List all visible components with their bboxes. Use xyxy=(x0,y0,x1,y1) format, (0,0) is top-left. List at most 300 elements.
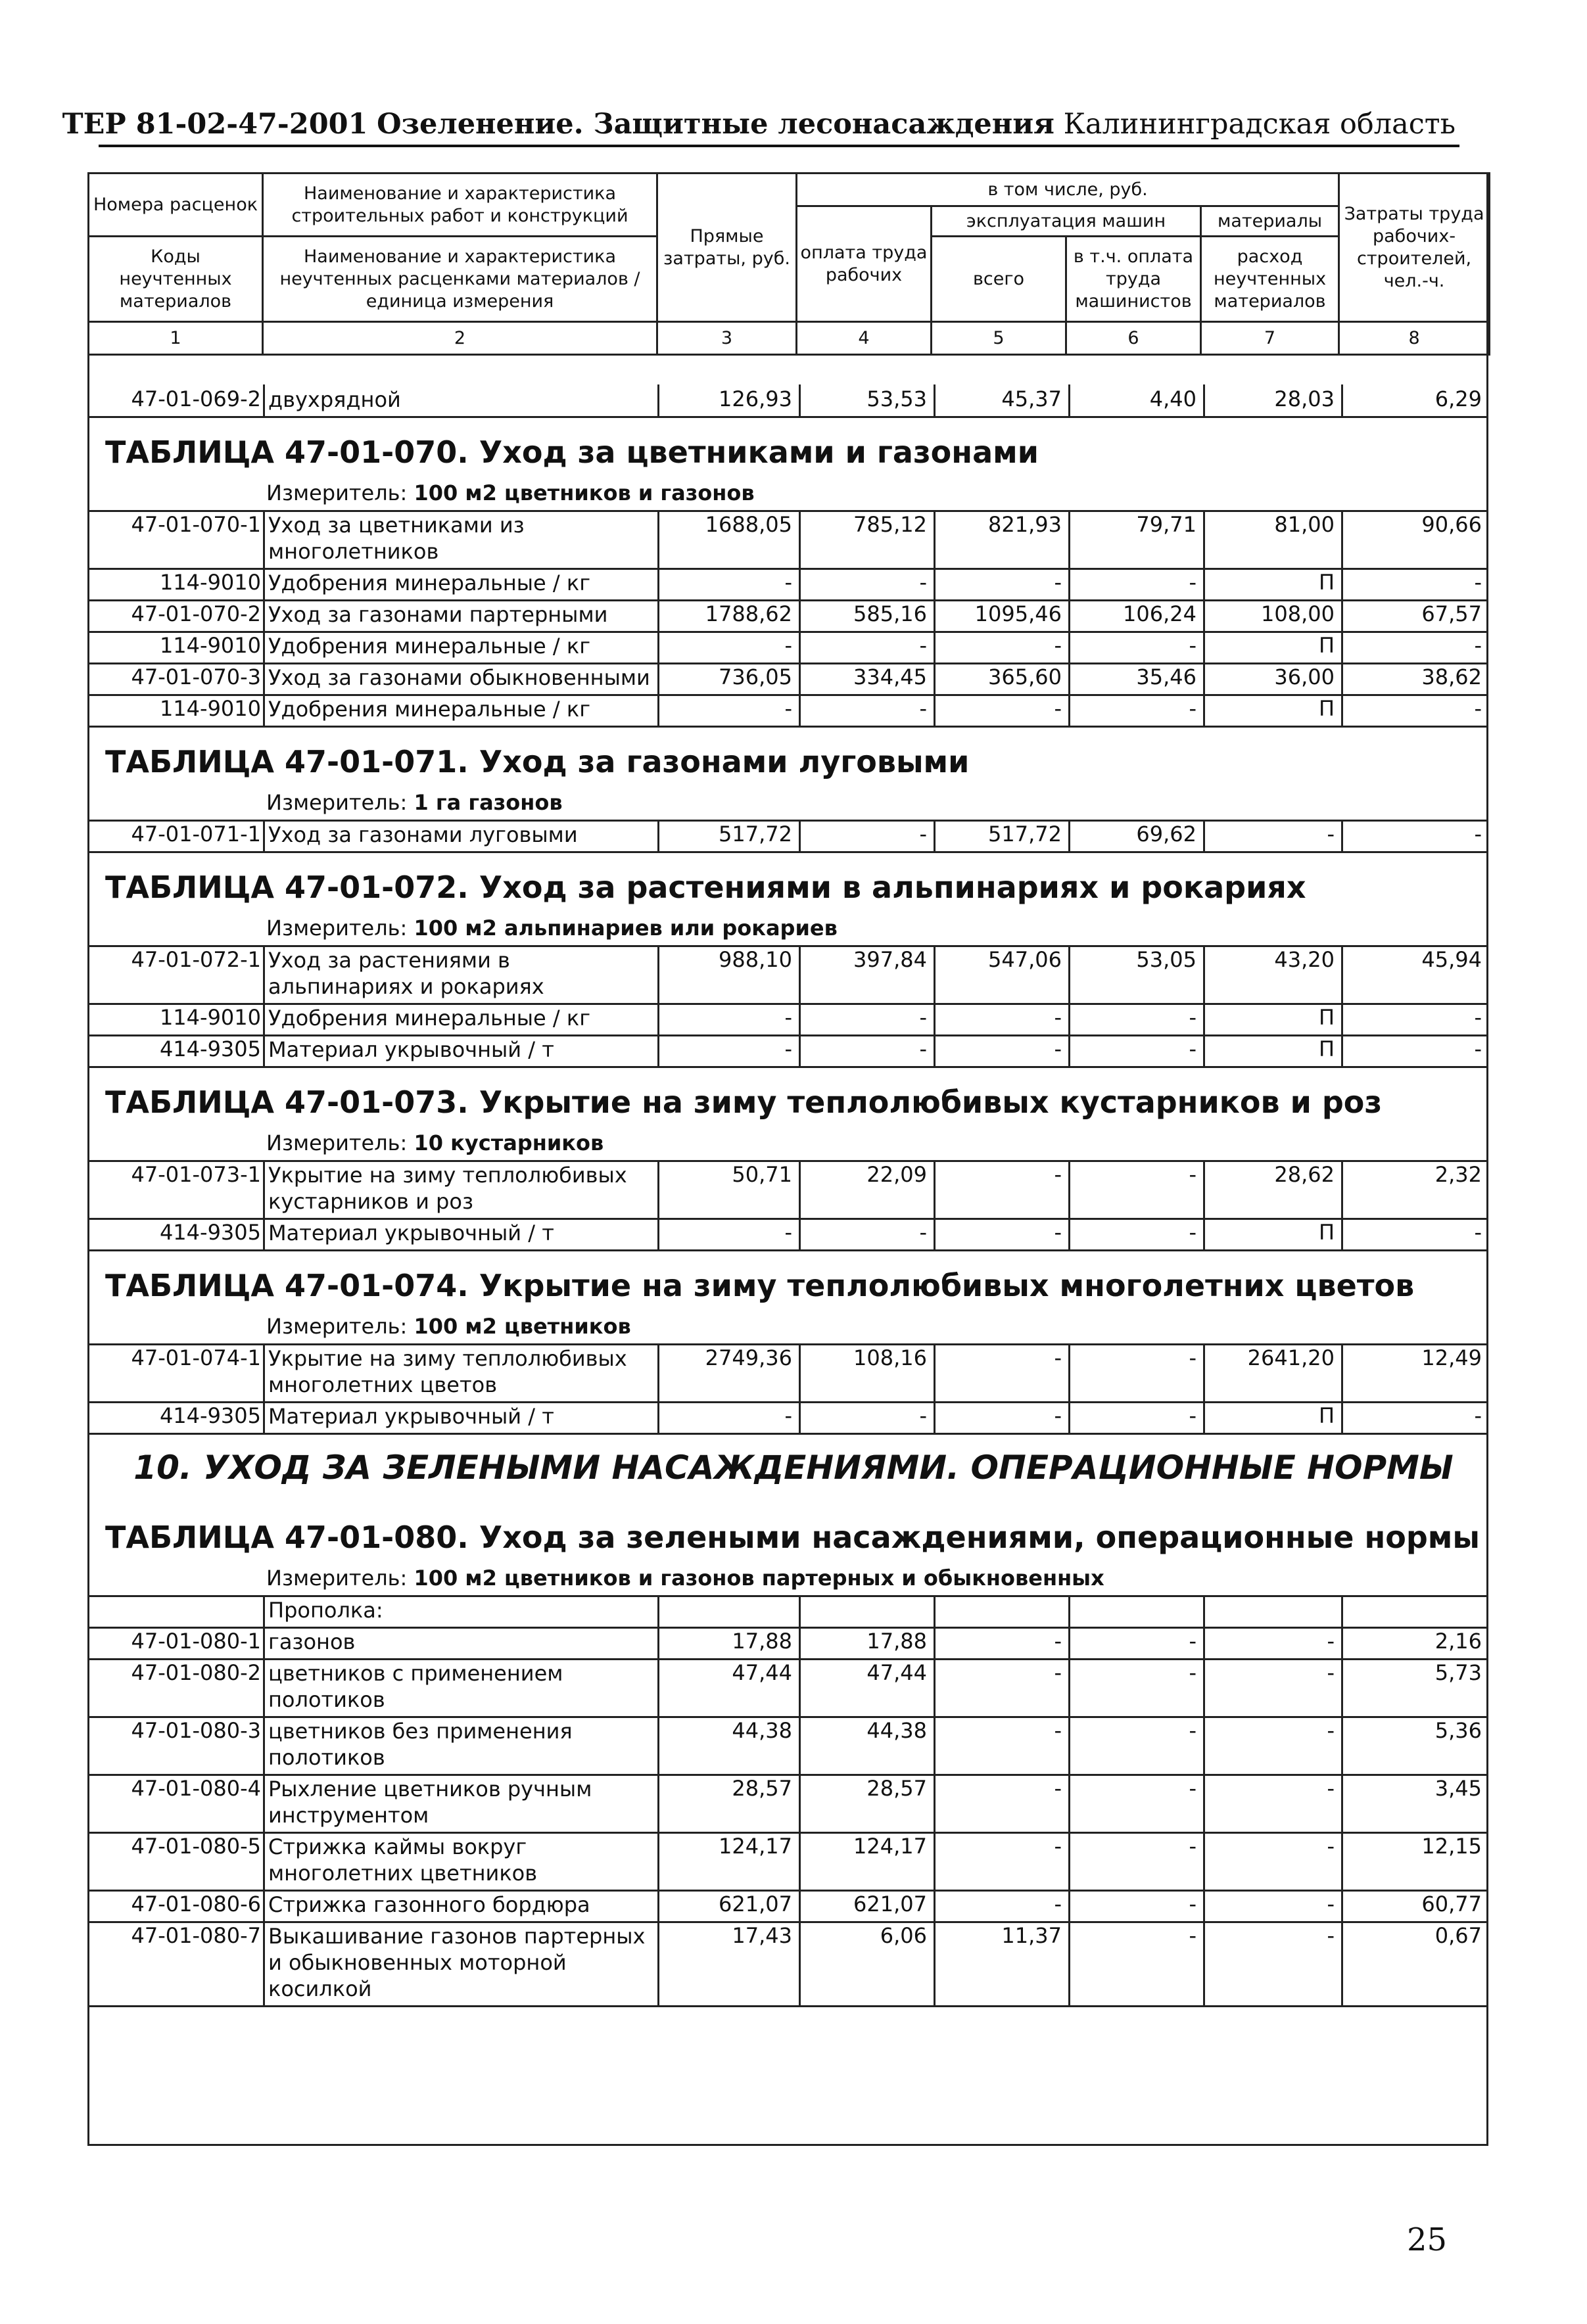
row-value: - xyxy=(784,1005,792,1030)
row-value: - xyxy=(1327,1923,1335,1948)
table-row xyxy=(87,1892,1488,1923)
measure-unit: 10 кустарников xyxy=(414,1130,604,1155)
row-value: - xyxy=(919,1036,927,1061)
column-rule xyxy=(1203,1160,1205,1218)
table-row xyxy=(87,1036,1488,1068)
row-value: - xyxy=(784,1036,792,1061)
column-rule xyxy=(934,1658,936,1716)
column-rule xyxy=(657,945,659,1003)
row-value: 334,45 xyxy=(853,664,927,689)
row-code: 47-01-080-1 xyxy=(131,1629,261,1654)
row-name: Укрытие на зиму теплолюбивых многолетних цветов xyxy=(268,1346,627,1397)
table-row xyxy=(87,1629,1488,1660)
row-value: П xyxy=(1318,570,1335,595)
measure-label: Измеритель: xyxy=(266,790,414,815)
row-value: - xyxy=(919,1403,927,1428)
table-title: ТАБЛИЦА 47-01-073. Укрытие на зиму теплолюбивых кустарников и роз xyxy=(105,1084,1383,1120)
colnum: 7 xyxy=(1201,322,1339,355)
row-value: 6,06 xyxy=(880,1923,927,1948)
col6: в т.ч. оплата труда машинистов xyxy=(1066,237,1201,322)
table-title: ТАБЛИЦА 47-01-070. Уход за цветниками и газонами xyxy=(105,434,1039,470)
column-rule xyxy=(1203,599,1205,631)
row-separator xyxy=(87,851,1488,853)
row-separator xyxy=(87,416,1488,418)
column-rule xyxy=(1068,1658,1070,1716)
row-value: 1688,05 xyxy=(705,512,792,537)
row-value: 547,06 xyxy=(988,947,1062,972)
column-rule xyxy=(1068,510,1070,568)
page-number: 25 xyxy=(1407,2221,1448,2258)
column-rule xyxy=(799,1890,801,1921)
table-row xyxy=(87,1718,1488,1776)
column-rule xyxy=(934,662,936,694)
column-rule xyxy=(1341,1003,1343,1034)
table-row xyxy=(87,601,1488,633)
colnum: 1 xyxy=(89,322,263,355)
machines: эксплуатация машин xyxy=(932,206,1201,237)
column-rule xyxy=(263,662,265,694)
row-value: 2,32 xyxy=(1434,1162,1482,1187)
column-rule xyxy=(1341,662,1343,694)
column-rule xyxy=(1203,1034,1205,1066)
colnum: 8 xyxy=(1339,322,1490,355)
row-value: П xyxy=(1318,1220,1335,1245)
column-rule xyxy=(1341,1774,1343,1832)
column-rule xyxy=(1068,1716,1070,1774)
row-code: 47-01-069-2 xyxy=(131,386,261,411)
row-code: 47-01-073-1 xyxy=(131,1162,261,1187)
table-row xyxy=(87,822,1488,853)
row-value: - xyxy=(1054,1834,1062,1859)
row-separator xyxy=(87,726,1488,728)
row-value: 2641,20 xyxy=(1247,1345,1335,1370)
column-rule xyxy=(1341,945,1343,1003)
table-title: ТАБЛИЦА 47-01-074. Укрытие на зиму теплолюбивых многолетних цветов xyxy=(105,1268,1415,1303)
row-code: 47-01-080-2 xyxy=(131,1660,261,1685)
row-code: 114-9010 xyxy=(159,696,261,721)
table-row xyxy=(87,664,1488,696)
column-rule xyxy=(1203,1003,1205,1034)
measure-unit: 100 м2 цветников и газонов xyxy=(414,480,755,505)
column-rule xyxy=(1068,820,1070,851)
column-rule xyxy=(657,1003,659,1034)
column-rule xyxy=(799,1218,801,1249)
column-rule xyxy=(934,1343,936,1401)
row-value: - xyxy=(784,1403,792,1428)
column-rule xyxy=(657,568,659,599)
row-value: 35,46 xyxy=(1136,664,1196,689)
colnum: 5 xyxy=(932,322,1066,355)
table-row xyxy=(87,633,1488,664)
column-rule xyxy=(263,1160,265,1218)
row-value: 517,72 xyxy=(719,822,792,847)
row-value: 2749,36 xyxy=(705,1345,792,1370)
row-name: Удобрения минеральные / кг xyxy=(268,570,590,595)
column-rule xyxy=(657,820,659,851)
row-value: - xyxy=(784,570,792,595)
col2-top: Наименование и характеристика строительных работ и конструкций xyxy=(263,174,657,237)
table-row xyxy=(87,512,1488,570)
colnum: 3 xyxy=(657,322,797,355)
column-rule xyxy=(934,1401,936,1433)
column-rule xyxy=(1341,599,1343,631)
column-rule xyxy=(263,599,265,631)
row-name: двухрядной xyxy=(268,387,401,412)
row-value: - xyxy=(1054,1660,1062,1685)
column-rule xyxy=(934,568,936,599)
table-row xyxy=(87,1597,1488,1629)
column-rule xyxy=(799,1716,801,1774)
column-rule xyxy=(263,1343,265,1401)
header-code: ТЕР 81-02-47-2001 xyxy=(62,108,368,141)
column-rule xyxy=(263,1034,265,1066)
row-value: 12,49 xyxy=(1421,1345,1482,1370)
row-separator xyxy=(87,2005,1488,2007)
column-rule xyxy=(1203,1658,1205,1716)
row-value: - xyxy=(1327,822,1335,847)
column-rule xyxy=(657,1595,659,1627)
row-value: - xyxy=(1474,1403,1482,1428)
column-rule xyxy=(657,1160,659,1218)
row-value: - xyxy=(1054,1776,1062,1801)
materials: материалы xyxy=(1201,206,1339,237)
column-rule xyxy=(799,510,801,568)
row-value: П xyxy=(1318,1005,1335,1030)
column-rule xyxy=(799,945,801,1003)
column-rule xyxy=(799,568,801,599)
column-rule xyxy=(657,384,659,416)
row-name: газонов xyxy=(268,1629,356,1654)
column-rule xyxy=(657,1774,659,1832)
column-rule xyxy=(1203,1832,1205,1890)
measure-line xyxy=(266,790,563,815)
running-header xyxy=(62,105,1459,147)
column-rule xyxy=(934,1921,936,2005)
table-row xyxy=(87,1220,1488,1251)
column-rule xyxy=(1068,631,1070,662)
column-rule xyxy=(1068,1003,1070,1034)
header-title: Озеленение. Защитные лесонасаждения xyxy=(377,108,1054,141)
column-rule xyxy=(1203,510,1205,568)
row-value: 365,60 xyxy=(988,664,1062,689)
column-rule xyxy=(1203,1921,1205,2005)
row-value: П xyxy=(1318,696,1335,721)
column-rule xyxy=(1341,1890,1343,1921)
column-rule xyxy=(799,1343,801,1401)
row-value: 43,20 xyxy=(1274,947,1335,972)
row-name: Материал укрывочный / т xyxy=(268,1404,554,1429)
row-value: - xyxy=(1189,1718,1196,1743)
row-value: 79,71 xyxy=(1136,512,1196,537)
column-rule xyxy=(1068,1401,1070,1433)
row-value: 90,66 xyxy=(1421,512,1482,537)
column-rule xyxy=(657,510,659,568)
column-rule xyxy=(934,1890,936,1921)
table-header xyxy=(87,172,1490,356)
row-name: цветников без применения полотиков xyxy=(268,1719,573,1770)
row-value: - xyxy=(1189,1220,1196,1245)
row-value: 106,24 xyxy=(1123,601,1196,626)
column-rule xyxy=(657,662,659,694)
row-code: 47-01-080-6 xyxy=(131,1892,261,1917)
column-rule xyxy=(934,1774,936,1832)
row-code: 47-01-070-3 xyxy=(131,664,261,689)
column-rule xyxy=(263,1401,265,1433)
row-name: Выкашивание газонов партерных и обыкновенных моторной косилкой xyxy=(268,1924,646,2001)
row-name: Стрижка каймы вокруг многолетних цветников xyxy=(268,1834,538,1886)
column-rule xyxy=(1341,1832,1343,1890)
row-value: - xyxy=(784,696,792,721)
column-rule xyxy=(799,1034,801,1066)
column-rule xyxy=(934,1034,936,1066)
row-value: - xyxy=(1054,1629,1062,1654)
row-value: - xyxy=(1327,1834,1335,1859)
column-rule xyxy=(263,1218,265,1249)
column-rule xyxy=(1341,510,1343,568)
row-value: - xyxy=(1054,696,1062,721)
row-value: 28,03 xyxy=(1274,386,1335,411)
row-code: 47-01-070-1 xyxy=(131,512,261,537)
column-rule xyxy=(799,1401,801,1433)
row-value: - xyxy=(1327,1660,1335,1685)
row-value: 47,44 xyxy=(866,1660,927,1685)
column-rule xyxy=(1341,1921,1343,2005)
column-rule xyxy=(799,1627,801,1658)
table-row xyxy=(87,1005,1488,1036)
measure-line xyxy=(266,1314,631,1339)
row-name: Укрытие на зиму теплолюбивых кустарников и роз xyxy=(268,1163,627,1214)
row-value: 11,37 xyxy=(1001,1923,1062,1948)
column-rule xyxy=(1341,1627,1343,1658)
row-name: Материал укрывочный / т xyxy=(268,1220,554,1245)
row-value: - xyxy=(1189,1923,1196,1948)
measure-label: Измеритель: xyxy=(266,1566,414,1591)
column-rule xyxy=(1341,1218,1343,1249)
row-value: - xyxy=(1054,1005,1062,1030)
column-rule xyxy=(1068,1921,1070,2005)
row-value: 108,00 xyxy=(1261,601,1335,626)
row-name: Удобрения минеральные / кг xyxy=(268,1006,590,1031)
col2-bottom: Наименование и характеристика неучтенных расценками материалов / единица измерения xyxy=(263,237,657,322)
column-rule xyxy=(1341,1034,1343,1066)
column-rule xyxy=(263,1774,265,1832)
column-rule xyxy=(1341,384,1343,416)
column-rule xyxy=(263,1921,265,2005)
row-name: Удобрения минеральные / кг xyxy=(268,634,590,659)
row-value: - xyxy=(1189,1629,1196,1654)
row-value: 28,62 xyxy=(1274,1162,1335,1187)
incl: в том числе, руб. xyxy=(797,174,1339,206)
column-rule xyxy=(263,1627,265,1658)
row-value: - xyxy=(1189,696,1196,721)
column-rule xyxy=(1203,945,1205,1003)
column-rule xyxy=(934,1160,936,1218)
row-value: - xyxy=(1054,1403,1062,1428)
column-rule xyxy=(799,662,801,694)
column-rule xyxy=(657,1343,659,1401)
column-rule xyxy=(1203,384,1205,416)
row-code: 114-9010 xyxy=(159,1005,261,1030)
row-value: 517,72 xyxy=(988,822,1062,847)
column-rule xyxy=(1203,1716,1205,1774)
col7: расход неучтенных материалов xyxy=(1201,237,1339,322)
row-value: - xyxy=(1189,1345,1196,1370)
column-rule xyxy=(263,568,265,599)
row-value: - xyxy=(1189,1005,1196,1030)
table-row xyxy=(87,1776,1488,1834)
column-rule xyxy=(799,1774,801,1832)
row-value: - xyxy=(919,1220,927,1245)
column-rule xyxy=(934,1003,936,1034)
row-value: 1788,62 xyxy=(705,601,792,626)
column-rule xyxy=(1203,1401,1205,1433)
measure-line xyxy=(266,480,755,505)
column-rule xyxy=(1068,599,1070,631)
column-rule xyxy=(1068,384,1070,416)
column-rule xyxy=(799,1921,801,2005)
table-row xyxy=(87,1834,1488,1892)
header-region: Калининградская область xyxy=(1063,108,1456,141)
column-rule xyxy=(1068,1832,1070,1890)
table-row xyxy=(87,1345,1488,1403)
row-name: Уход за газонами партерными xyxy=(268,602,608,627)
column-rule xyxy=(799,599,801,631)
row-value: 988,10 xyxy=(719,947,792,972)
table-row xyxy=(87,1660,1488,1718)
row-code: 47-01-080-4 xyxy=(131,1776,261,1801)
row-value: - xyxy=(1474,696,1482,721)
column-rule xyxy=(263,820,265,851)
row-value: 821,93 xyxy=(988,512,1062,537)
column-rule xyxy=(1068,1595,1070,1627)
col8: Затраты труда рабочих-строителей, чел.-ч. xyxy=(1339,174,1490,322)
row-code: 414-9305 xyxy=(159,1036,261,1061)
column-rule xyxy=(657,1034,659,1066)
column-rule xyxy=(1341,820,1343,851)
row-value: 28,57 xyxy=(866,1776,927,1801)
row-code: 47-01-080-5 xyxy=(131,1834,261,1859)
row-name: Уход за газонами обыкновенными xyxy=(268,665,650,690)
row-value: - xyxy=(1189,1660,1196,1685)
column-rule xyxy=(1341,1716,1343,1774)
column-rule xyxy=(934,694,936,726)
row-value: - xyxy=(919,822,927,847)
row-value: 397,84 xyxy=(853,947,927,972)
column-rule xyxy=(263,694,265,726)
row-value: 28,57 xyxy=(732,1776,792,1801)
row-value: 53,05 xyxy=(1136,947,1196,972)
row-value: 47,44 xyxy=(732,1660,792,1685)
column-rule xyxy=(934,945,936,1003)
column-rule xyxy=(1203,662,1205,694)
column-rule xyxy=(657,1627,659,1658)
column-rule xyxy=(1068,694,1070,726)
row-name: Уход за цветниками из многолетников xyxy=(268,513,525,564)
column-rule xyxy=(657,1921,659,2005)
row-value: 17,88 xyxy=(732,1629,792,1654)
column-rule xyxy=(657,1890,659,1921)
row-value: - xyxy=(1189,1036,1196,1061)
row-value: - xyxy=(1327,1892,1335,1917)
row-value: 3,45 xyxy=(1434,1776,1482,1801)
row-value: - xyxy=(1054,570,1062,595)
row-value: - xyxy=(1054,1345,1062,1370)
measure-line xyxy=(266,1566,1104,1591)
column-rule xyxy=(1203,820,1205,851)
column-rule xyxy=(263,1890,265,1921)
measure-label: Измеритель: xyxy=(266,480,414,505)
column-rule xyxy=(799,694,801,726)
column-rule xyxy=(1068,1627,1070,1658)
col4: оплата труда рабочих xyxy=(797,206,932,322)
row-name: Стрижка газонного бордюра xyxy=(268,1892,590,1917)
row-value: - xyxy=(919,1005,927,1030)
row-value: 17,88 xyxy=(866,1629,927,1654)
row-name: Уход за газонами луговыми xyxy=(268,822,578,847)
row-name: Рыхление цветников ручным инструментом xyxy=(268,1777,592,1828)
column-rule xyxy=(799,1595,801,1627)
row-value: 45,94 xyxy=(1421,947,1482,972)
row-name: Уход за растениями в альпинариях и рокариях xyxy=(268,948,544,999)
row-value: 6,29 xyxy=(1434,386,1482,411)
row-value: - xyxy=(919,570,927,595)
row-name: Удобрения минеральные / кг xyxy=(268,697,590,722)
row-value: - xyxy=(1189,1403,1196,1428)
row-value: 736,05 xyxy=(719,664,792,689)
row-value: - xyxy=(1327,1776,1335,1801)
row-value: - xyxy=(1189,1776,1196,1801)
measure-label: Измеритель: xyxy=(266,1130,414,1155)
column-rule xyxy=(1341,1343,1343,1401)
row-value: - xyxy=(919,633,927,658)
column-rule xyxy=(934,599,936,631)
row-value: 585,16 xyxy=(853,601,927,626)
row-value: П xyxy=(1318,633,1335,658)
row-value: - xyxy=(784,633,792,658)
column-rule xyxy=(799,820,801,851)
row-separator xyxy=(87,1249,1488,1251)
column-rule xyxy=(657,1658,659,1716)
col5: всего xyxy=(932,237,1066,322)
column-rule xyxy=(1068,1890,1070,1921)
column-rule xyxy=(263,510,265,568)
row-value: - xyxy=(1054,1220,1062,1245)
column-rule xyxy=(657,1218,659,1249)
column-rule xyxy=(1203,1774,1205,1832)
column-numbers xyxy=(89,322,1490,355)
row-value: 124,17 xyxy=(853,1834,927,1859)
row-code: 114-9010 xyxy=(159,633,261,658)
row-code: 47-01-070-2 xyxy=(131,601,261,626)
column-rule xyxy=(1068,1343,1070,1401)
row-value: 5,36 xyxy=(1434,1718,1482,1743)
colnum: 2 xyxy=(263,322,657,355)
row-value: 60,77 xyxy=(1421,1892,1482,1917)
table-title: ТАБЛИЦА 47-01-071. Уход за газонами луговыми xyxy=(105,744,970,779)
row-value: - xyxy=(1474,633,1482,658)
column-rule xyxy=(263,1595,265,1627)
row-code: 414-9305 xyxy=(159,1220,261,1245)
row-separator xyxy=(87,1066,1488,1068)
col1-top: Номера расценок xyxy=(89,174,263,237)
section-heading: 10. УХОД ЗА ЗЕЛЕНЫМИ НАСАЖДЕНИЯМИ. ОПЕРАЦИОННЫЕ НОРМЫ xyxy=(133,1449,1454,1487)
row-value: 0,67 xyxy=(1434,1923,1482,1948)
table-row xyxy=(87,386,1488,418)
row-value: 124,17 xyxy=(719,1834,792,1859)
column-rule xyxy=(263,1658,265,1716)
column-rule xyxy=(657,631,659,662)
column-rule xyxy=(1341,1658,1343,1716)
